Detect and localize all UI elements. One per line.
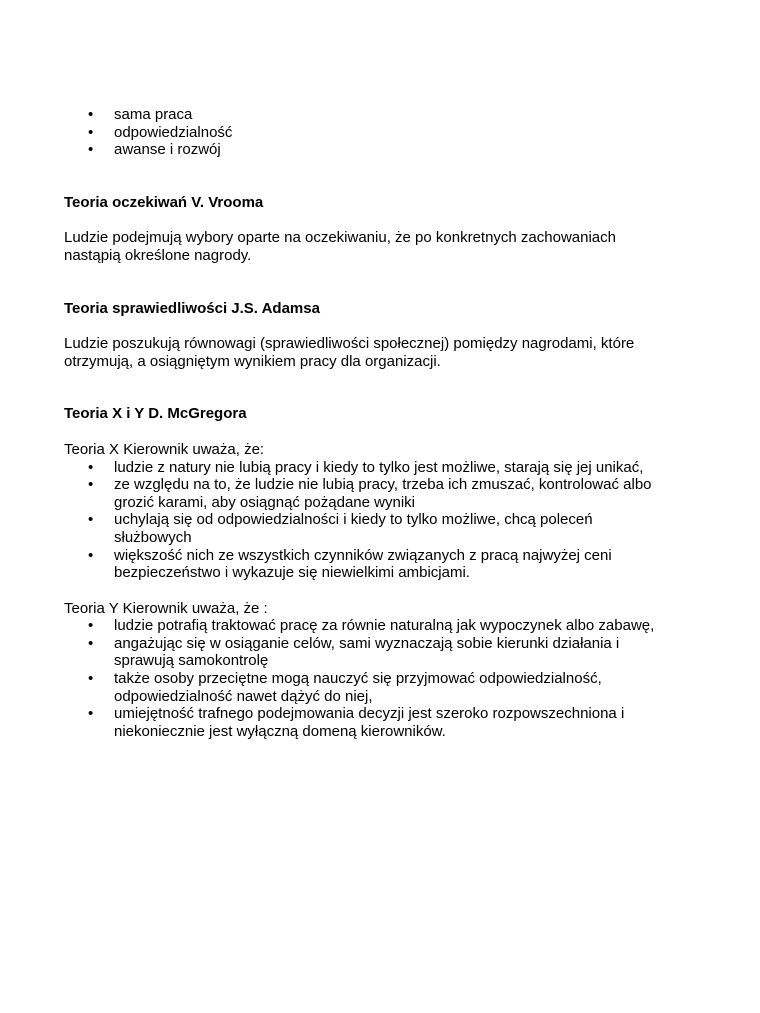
list-item: • umiejętność trafnego podejmowania decyzji jest szeroko rozpowszechniona i niekoniecznie jest wyłączną domeną kierowników. (64, 705, 694, 740)
list-item: • ze względu na to, że ludzie nie lubią pracy, trzeba ich zmuszać, kontrolować albo grozić karami, aby osiągnąć pożądane wyniki (64, 476, 694, 511)
list-item: • większość nich ze wszystkich czynników związanych z pracą najwyżej ceni bezpieczeństwo i wykazuje się niewielkimi ambicjami. (64, 547, 694, 582)
list-item: • uchylają się od odpowiedzialności i kiedy to tylko możliwe, chcą poleceń służbowych (64, 511, 694, 546)
adams-paragraph: Ludzie poszukują równowagi (sprawiedliwości społecznej) pomiędzy nagrodami, które otrzymują, a osiągniętym wynikiem pracy dla organizacji. (64, 335, 635, 370)
list-item: • angażując się w osiąganie celów, sami wyznaczają sobie kierunki działania i sprawują samokontrolę (64, 635, 694, 670)
vroom-paragraph: Ludzie podejmują wybory oparte na oczekiwaniu, że po konkretnych zachowaniach nastąpią określone nagrody. (64, 229, 616, 264)
list-item: • odpowiedzialność (64, 124, 704, 142)
adams-heading: Teoria sprawiedliwości J.S. Adamsa (64, 299, 320, 317)
theory-x-list (64, 459, 694, 582)
list-item: • ludzie z natury nie lubią pracy i kiedy to tylko jest możliwe, starają się jej unikać, (64, 459, 694, 477)
vroom-heading: Teoria oczekiwań V. Vrooma (64, 193, 264, 211)
theory-x-intro: Teoria X Kierownik uważa, że: (64, 440, 265, 458)
document-page (64, 106, 704, 740)
mcgregor-heading: Teoria X i Y D. McGregora (64, 405, 247, 423)
list-item: • ludzie potrafią traktować pracę za równie naturalną jak wypoczynek albo zabawę, (64, 617, 694, 635)
theory-y-list (64, 617, 694, 740)
list-item: • także osoby przeciętne mogą nauczyć się przyjmować odpowiedzialność, odpowiedzialność nawet dążyć do niej, (64, 670, 694, 705)
list-item: • awanse i rozwój (64, 141, 704, 159)
intro-bullet-list (64, 106, 704, 159)
list-item: • sama praca (64, 106, 704, 124)
theory-y-intro: Teoria Y Kierownik uważa, że : (64, 599, 268, 617)
